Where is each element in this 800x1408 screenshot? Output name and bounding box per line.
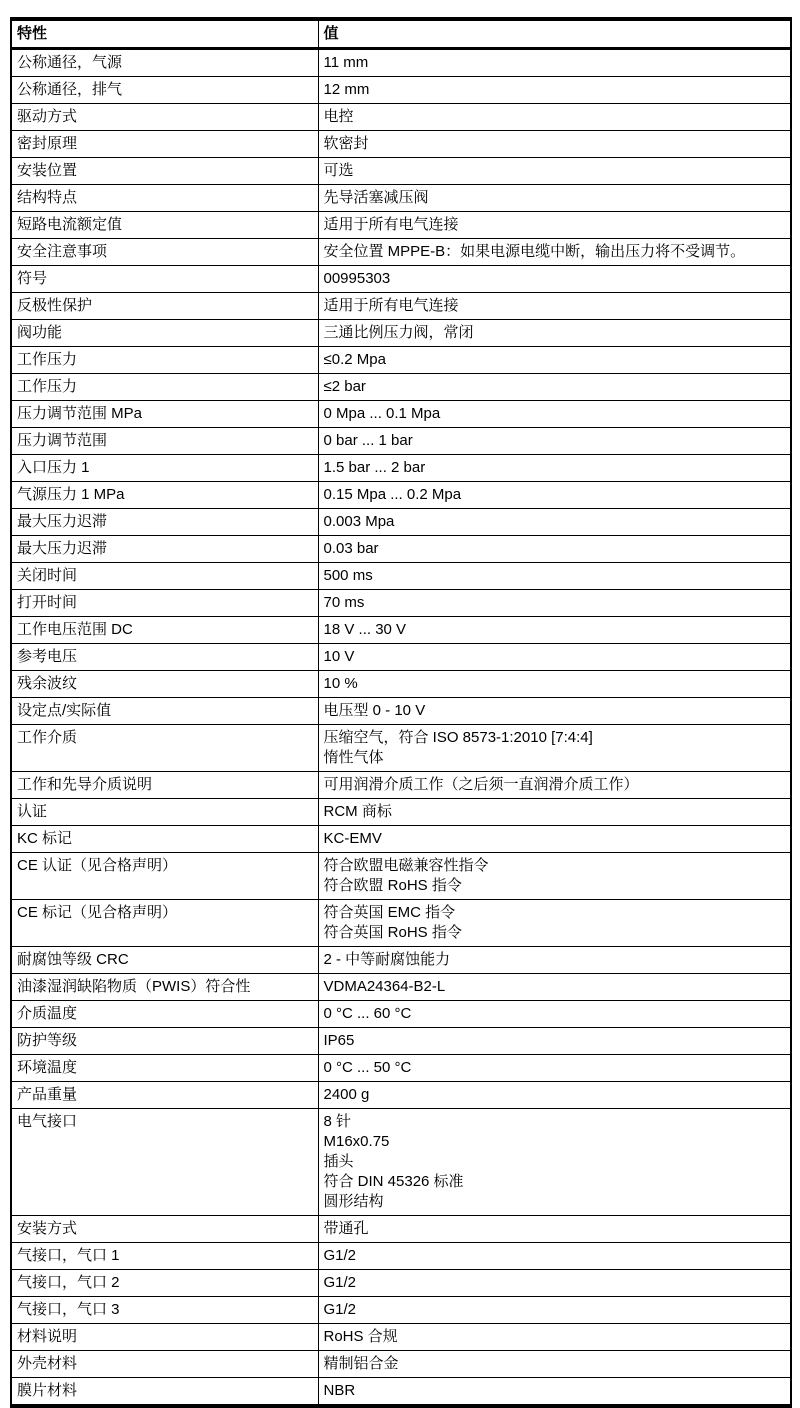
value-cell	[318, 799, 791, 826]
table-row	[11, 1378, 791, 1407]
table-row	[11, 563, 791, 590]
value-cell	[318, 1324, 791, 1351]
table-row	[11, 900, 791, 947]
value-line: 0.15 Mpa ... 0.2 Mpa	[323, 486, 462, 503]
value-line: ≤0.2 Mpa	[323, 351, 386, 368]
value-line: 可用润滑介质工作（之后须一直润滑介质工作）	[323, 776, 639, 793]
value-line: 安全位置 MPPE-B：如果电源电缆中断，输出压力将不受调节。	[323, 243, 746, 260]
value-line: 适用于所有电气连接	[323, 216, 459, 233]
value-cell	[318, 1378, 791, 1407]
table-row	[11, 1001, 791, 1028]
table-row	[11, 725, 791, 772]
characteristic-cell: 安装位置	[11, 158, 318, 185]
value-cell	[318, 853, 791, 900]
value-line: 电压型 0 - 10 V	[323, 702, 426, 719]
value-cell	[318, 1001, 791, 1028]
value-cell	[318, 131, 791, 158]
value-line: 压缩空气，符合 ISO 8573-1:2010 [7:4:4]	[323, 729, 593, 746]
table-row	[11, 509, 791, 536]
table-row	[11, 590, 791, 617]
value-cell	[318, 1270, 791, 1297]
value-cell	[318, 1055, 791, 1082]
characteristic-cell: 最大压力迟滞	[11, 509, 318, 536]
value-line: 70 ms	[323, 594, 365, 611]
value-cell	[318, 563, 791, 590]
value-cell	[318, 77, 791, 104]
characteristic-cell: 工作和先导介质说明	[11, 772, 318, 799]
value-cell	[318, 900, 791, 947]
table-row	[11, 1270, 791, 1297]
characteristic-cell: 残余波纹	[11, 671, 318, 698]
value-line: 2 - 中等耐腐蚀能力	[323, 951, 451, 968]
table-row	[11, 853, 791, 900]
characteristic-cell: 环境温度	[11, 1055, 318, 1082]
table-row	[11, 158, 791, 185]
table-row	[11, 1055, 791, 1082]
table-row	[11, 401, 791, 428]
value-cell	[318, 826, 791, 853]
table-row	[11, 131, 791, 158]
table-row	[11, 293, 791, 320]
characteristic-cell: 密封原理	[11, 131, 318, 158]
value-line: 带通孔	[323, 1220, 369, 1237]
characteristic-cell: 认证	[11, 799, 318, 826]
value-line: KC-EMV	[323, 830, 382, 847]
value-line: 三通比例压力阀，常闭	[323, 324, 474, 341]
table-row	[11, 266, 791, 293]
characteristic-cell: 结构特点	[11, 185, 318, 212]
value-cell	[318, 536, 791, 563]
value-line: IP65	[323, 1032, 355, 1049]
value-line: RCM 商标	[323, 803, 392, 820]
value-line: 可选	[323, 162, 354, 179]
table-row	[11, 1351, 791, 1378]
value-cell	[318, 1109, 791, 1216]
characteristic-cell: 反极性保护	[11, 293, 318, 320]
value-cell	[318, 698, 791, 725]
header-row	[11, 19, 791, 49]
table-row	[11, 104, 791, 131]
table-row	[11, 428, 791, 455]
table-row	[11, 482, 791, 509]
table-row	[11, 49, 791, 77]
table-row	[11, 239, 791, 266]
table-row	[11, 799, 791, 826]
value-line: 0 Mpa ... 0.1 Mpa	[323, 405, 441, 422]
value-line: 符合欧盟电磁兼容性指令	[323, 857, 489, 874]
table-row	[11, 1109, 791, 1216]
value-line: M16x0.75	[323, 1133, 390, 1150]
table-row	[11, 1243, 791, 1270]
value-cell	[318, 455, 791, 482]
characteristic-cell: 打开时间	[11, 590, 318, 617]
value-cell	[318, 725, 791, 772]
characteristic-cell: 关闭时间	[11, 563, 318, 590]
value-line: RoHS 合规	[323, 1328, 398, 1345]
characteristic-cell: 工作介质	[11, 725, 318, 772]
value-line: 适用于所有电气连接	[323, 297, 459, 314]
characteristic-cell: 工作电压范围 DC	[11, 617, 318, 644]
value-line: 8 针	[323, 1113, 352, 1130]
value-cell	[318, 185, 791, 212]
value-line: VDMA24364-B2-L	[323, 978, 446, 995]
table-row	[11, 320, 791, 347]
value-cell	[318, 974, 791, 1001]
value-line: 圆形结构	[323, 1193, 384, 1210]
value-cell	[318, 772, 791, 799]
value-cell	[318, 947, 791, 974]
value-line: 00995303	[323, 270, 391, 287]
table-row	[11, 1324, 791, 1351]
table-row	[11, 974, 791, 1001]
value-cell	[318, 320, 791, 347]
value-cell	[318, 1243, 791, 1270]
table-row	[11, 185, 791, 212]
characteristic-cell: 公称通径，排气	[11, 77, 318, 104]
characteristic-cell: 入口压力 1	[11, 455, 318, 482]
value-line: G1/2	[323, 1247, 357, 1264]
characteristic-cell: 介质温度	[11, 1001, 318, 1028]
value-cell	[318, 293, 791, 320]
table-row	[11, 536, 791, 563]
value-cell	[318, 590, 791, 617]
value-line: 符合欧盟 RoHS 指令	[323, 877, 462, 894]
characteristic-cell: 安装方式	[11, 1216, 318, 1243]
characteristic-cell: 气接口，气口 3	[11, 1297, 318, 1324]
value-cell	[318, 1082, 791, 1109]
characteristic-cell: 最大压力迟滞	[11, 536, 318, 563]
value-line: 插头	[323, 1153, 354, 1170]
characteristic-cell: 符号	[11, 266, 318, 293]
value-cell	[318, 401, 791, 428]
table-row	[11, 1216, 791, 1243]
value-cell	[318, 212, 791, 239]
table-row	[11, 1028, 791, 1055]
value-line: 10 V	[323, 648, 355, 665]
value-line: 符合 DIN 45326 标准	[323, 1173, 464, 1190]
characteristic-cell: 材料说明	[11, 1324, 318, 1351]
characteristic-cell: 产品重量	[11, 1082, 318, 1109]
characteristic-cell: 压力调节范围	[11, 428, 318, 455]
characteristic-cell: CE 标记（见合格声明）	[11, 900, 318, 947]
characteristic-cell: 外壳材料	[11, 1351, 318, 1378]
table-row	[11, 947, 791, 974]
characteristic-cell: 阀功能	[11, 320, 318, 347]
value-cell	[318, 49, 791, 77]
table-row	[11, 617, 791, 644]
table-row	[11, 77, 791, 104]
value-line: 0.03 bar	[323, 540, 379, 557]
table-row	[11, 374, 791, 401]
value-line: G1/2	[323, 1301, 357, 1318]
characteristic-cell: 气源压力 1 MPa	[11, 482, 318, 509]
characteristic-cell: 工作压力	[11, 347, 318, 374]
value-line: 18 V ... 30 V	[323, 621, 407, 638]
value-line: 软密封	[323, 135, 369, 152]
table-row	[11, 826, 791, 853]
value-line: 精制铝合金	[323, 1355, 399, 1372]
table-row	[11, 671, 791, 698]
characteristic-cell: 安全注意事项	[11, 239, 318, 266]
value-line: ≤2 bar	[323, 378, 366, 395]
value-line: 11 mm	[323, 54, 369, 71]
value-line: 0 °C ... 60 °C	[323, 1005, 412, 1022]
characteristic-cell: 设定点/实际值	[11, 698, 318, 725]
table-row	[11, 455, 791, 482]
value-cell	[318, 158, 791, 185]
value-cell	[318, 644, 791, 671]
value-line: 500 ms	[323, 567, 373, 584]
characteristic-cell: 气接口，气口 1	[11, 1243, 318, 1270]
value-line: 先导活塞减压阀	[323, 189, 429, 206]
characteristic-cell: 参考电压	[11, 644, 318, 671]
value-line: 0 °C ... 50 °C	[323, 1059, 412, 1076]
value-cell	[318, 482, 791, 509]
value-cell	[318, 671, 791, 698]
value-cell	[318, 347, 791, 374]
value-line: G1/2	[323, 1274, 357, 1291]
characteristic-cell: CE 认证（见合格声明）	[11, 853, 318, 900]
table-row	[11, 772, 791, 799]
characteristic-cell: 公称通径，气源	[11, 49, 318, 77]
value-cell	[318, 1351, 791, 1378]
value-line: 1.5 bar ... 2 bar	[323, 459, 426, 476]
characteristic-cell: 油漆湿润缺陷物质（PWIS）符合性	[11, 974, 318, 1001]
value-cell	[318, 239, 791, 266]
characteristic-cell: 工作压力	[11, 374, 318, 401]
characteristic-cell: 气接口，气口 2	[11, 1270, 318, 1297]
table-row	[11, 698, 791, 725]
value-line: 2400 g	[323, 1086, 370, 1103]
table-row	[11, 1297, 791, 1324]
value-cell	[318, 1216, 791, 1243]
value-line: 符合英国 EMC 指令	[323, 904, 456, 921]
value-line: 惰性气体	[323, 749, 384, 766]
value-line: 电控	[323, 108, 354, 125]
value-cell	[318, 509, 791, 536]
value-cell	[318, 428, 791, 455]
table-row	[11, 347, 791, 374]
characteristic-cell: 电气接口	[11, 1109, 318, 1216]
table-row	[11, 212, 791, 239]
characteristic-cell: 防护等级	[11, 1028, 318, 1055]
characteristic-cell: KC 标记	[11, 826, 318, 853]
value-line: 10 %	[323, 675, 358, 692]
value-line: 符合英国 RoHS 指令	[323, 924, 462, 941]
value-cell	[318, 104, 791, 131]
characteristic-cell: 膜片材料	[11, 1378, 318, 1407]
value-line: 0.003 Mpa	[323, 513, 395, 530]
value-line: NBR	[323, 1382, 356, 1399]
column-header-value: 值	[318, 19, 791, 49]
table-row	[11, 1082, 791, 1109]
value-cell	[318, 1297, 791, 1324]
spec-table	[10, 17, 792, 1408]
characteristic-cell: 驱动方式	[11, 104, 318, 131]
value-cell	[318, 617, 791, 644]
table-row	[11, 644, 791, 671]
value-cell	[318, 266, 791, 293]
characteristic-cell: 耐腐蚀等级 CRC	[11, 947, 318, 974]
value-cell	[318, 374, 791, 401]
characteristic-cell: 短路电流额定值	[11, 212, 318, 239]
column-header-characteristic: 特性	[11, 19, 318, 49]
value-line: 12 mm	[323, 81, 370, 98]
value-line: 0 bar ... 1 bar	[323, 432, 413, 449]
value-cell	[318, 1028, 791, 1055]
characteristic-cell: 压力调节范围 MPa	[11, 401, 318, 428]
